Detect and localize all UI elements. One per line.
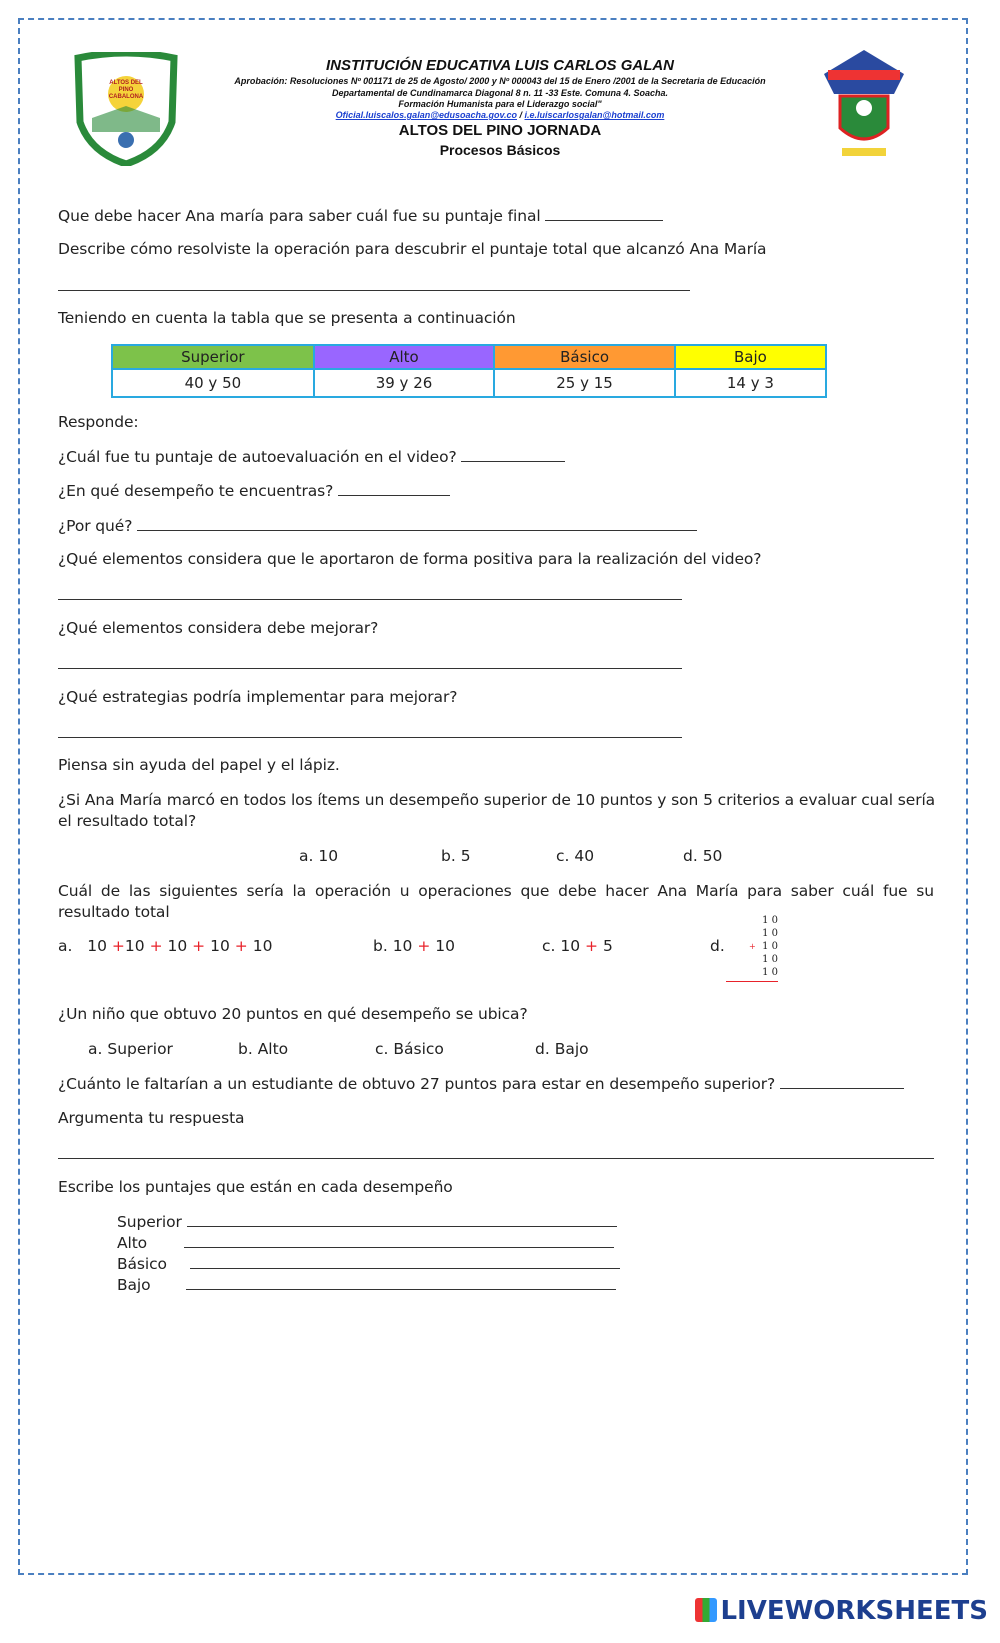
answer-line[interactable] — [58, 1158, 934, 1159]
liveworksheets-brand — [695, 1596, 988, 1626]
question-7: ¿Qué elementos considera debe mejorar? — [58, 619, 379, 637]
q11-option-c[interactable]: c. Básico — [375, 1040, 444, 1058]
answer-line[interactable] — [58, 668, 682, 669]
liveworksheets-logo-icon — [695, 1598, 717, 1622]
addend: 1 0 — [762, 928, 778, 939]
question-1 — [58, 206, 663, 225]
email-link-official[interactable]: Oficial.luiscalos.galan@edusoacha.gov.co — [335, 110, 517, 120]
question-5 — [58, 516, 697, 535]
question-11: ¿Un niño que obtuvo 20 puntos en qué desempeño se ubica? — [58, 1005, 528, 1023]
question-9-line1: ¿Si Ana María marcó en todos los ítems un desempeño superior de 10 puntos y son 5 criterios a evaluar cual sería — [58, 791, 936, 809]
level-range-alto: 39 y 26 — [314, 369, 495, 397]
table-intro: Teniendo en cuenta la tabla que se presenta a continuación — [58, 309, 516, 327]
question-10-line1: Cuál de las siguientes sería la operación u operaciones que debe hacer Ana María para saber cuál fue su — [58, 882, 934, 900]
address-text: Departamental de Cundinamarca Diagonal 8 n. 11 -33 Este. Comuna 4. Soacha. — [332, 88, 668, 98]
level-header-bajo: Bajo — [675, 345, 826, 369]
option-label: a. — [58, 937, 73, 955]
addend-with-plus — [746, 940, 778, 953]
addend: 1 0 — [762, 915, 778, 926]
left-logo-text: ALTOS DEL PINO CABALONA — [108, 80, 144, 100]
emails — [190, 110, 810, 120]
level-range-bajo: 14 y 3 — [675, 369, 826, 397]
performance-levels-table — [111, 344, 827, 398]
level-header-alto: Alto — [314, 345, 495, 369]
email-link-hotmail[interactable]: i.e.luiscarlosgalan@hotmail.com — [524, 110, 665, 120]
plus-sign: + — [585, 937, 599, 955]
responde-label: Responde: — [58, 413, 139, 431]
level-label: Básico — [117, 1255, 167, 1273]
vertical-addition — [746, 914, 778, 982]
question-text: ¿En qué desempeño te encuentras? — [58, 482, 334, 500]
addend: 1 0 — [762, 967, 778, 978]
school-shield-logo — [72, 52, 180, 166]
term: 10 — [87, 937, 107, 955]
institution-name: INSTITUCIÓN EDUCATIVA LUIS CARLOS GALAN — [325, 57, 675, 74]
plus-sign: + — [111, 937, 125, 955]
plus-sign: + — [234, 937, 248, 955]
subject-title: Procesos Básicos — [439, 142, 561, 158]
term: 10 — [435, 937, 456, 955]
question-4 — [58, 481, 450, 500]
think-instruction: Piensa sin ayuda del papel y el lápiz. — [58, 756, 340, 774]
term: 10 — [167, 937, 188, 955]
term: 5 — [602, 937, 613, 955]
brand-text: LIVEWORKSHEETS — [720, 1596, 988, 1626]
question-text: ¿Cuánto le faltarían a un estudiante de obtuvo 27 puntos para estar en desempeño superior? — [58, 1075, 776, 1093]
addend: 1 0 — [762, 954, 778, 965]
answer-blank[interactable] — [190, 1254, 620, 1269]
level-label: Superior — [117, 1213, 182, 1231]
question-text: ¿Por qué? — [58, 517, 133, 535]
q10-option-b[interactable] — [373, 937, 455, 955]
question-text: ¿Cuál fue tu puntaje de autoevaluación en el video? — [58, 448, 457, 466]
level-header-superior: Superior — [112, 345, 314, 369]
answer-blank[interactable] — [461, 447, 565, 462]
term: 10 — [252, 937, 273, 955]
answer-blank[interactable] — [184, 1233, 614, 1248]
q10-option-d[interactable] — [710, 937, 725, 955]
answer-line[interactable] — [58, 737, 682, 738]
answer-line[interactable] — [58, 290, 690, 291]
score-row-basico — [117, 1254, 620, 1273]
score-row-bajo — [117, 1275, 616, 1294]
q9-option-d[interactable]: d. 50 — [683, 847, 723, 865]
answer-blank[interactable] — [545, 206, 663, 221]
answer-line[interactable] — [58, 599, 682, 600]
level-range-superior: 40 y 50 — [112, 369, 314, 397]
plus-sign: + — [417, 937, 431, 955]
argue-label: Argumenta tu respuesta — [58, 1109, 245, 1127]
question-10-line2: resultado total — [58, 903, 170, 921]
level-range-basico: 25 y 15 — [494, 369, 675, 397]
q10-option-a[interactable] — [58, 937, 272, 955]
term: 10 — [210, 937, 230, 955]
approval-text: Aprobación: Resoluciones Nº 001171 de 25 de Agosto/ 2000 y Nº 000043 del 15 de Enero /2001 de la Secretaria de Educación — [234, 76, 766, 86]
level-label: Bajo — [117, 1276, 151, 1294]
question-9-line2: el resultado total? — [58, 812, 197, 830]
score-row-alto — [117, 1233, 614, 1252]
question-3 — [58, 447, 565, 466]
question-6: ¿Qué elementos considera que le aportaron de forma positiva para la realización del video? — [58, 550, 762, 568]
answer-blank[interactable] — [187, 1212, 617, 1227]
email-separator: / — [517, 110, 525, 120]
question-12 — [58, 1074, 904, 1093]
municipal-crest-logo — [818, 44, 910, 162]
q11-option-b[interactable]: b. Alto — [238, 1040, 289, 1058]
q9-option-a[interactable]: a. 10 — [299, 847, 339, 865]
answer-blank[interactable] — [338, 481, 450, 496]
plus-sign: + — [192, 937, 206, 955]
plus-sign: + — [749, 942, 756, 951]
option-label: c. 10 — [542, 937, 581, 955]
question-text: Que debe hacer Ana maría para saber cuál fue su puntaje final — [58, 207, 541, 225]
score-row-superior — [117, 1212, 617, 1231]
answer-blank[interactable] — [780, 1074, 904, 1089]
sum-line — [726, 981, 778, 982]
option-label: b. 10 — [373, 937, 413, 955]
answer-blank[interactable] — [137, 516, 697, 531]
q9-option-b[interactable]: b. 5 — [441, 847, 471, 865]
level-label: Alto — [117, 1234, 148, 1252]
question-8: ¿Qué estrategias podría implementar para mejorar? — [58, 688, 458, 706]
q10-option-c[interactable] — [542, 937, 613, 955]
option-label: d. — [710, 937, 725, 955]
answer-blank[interactable] — [186, 1275, 616, 1290]
level-header-basico: Básico — [494, 345, 675, 369]
q11-option-d[interactable]: d. Bajo — [535, 1040, 589, 1058]
q11-option-a[interactable]: a. Superior — [88, 1040, 173, 1058]
q9-option-c[interactable]: c. 40 — [556, 847, 595, 865]
motto-text: Formación Humanista para el Liderazgo social" — [398, 99, 602, 109]
addend: 1 0 — [762, 941, 778, 952]
question-13: Escribe los puntajes que están en cada desempeño — [58, 1178, 453, 1196]
plus-sign: + — [149, 937, 163, 955]
question-2: Describe cómo resolviste la operación para descubrir el puntaje total que alcanzó Ana María — [58, 240, 767, 258]
campus-title: ALTOS DEL PINO JORNADA — [398, 122, 602, 139]
term: 10 — [124, 937, 145, 955]
